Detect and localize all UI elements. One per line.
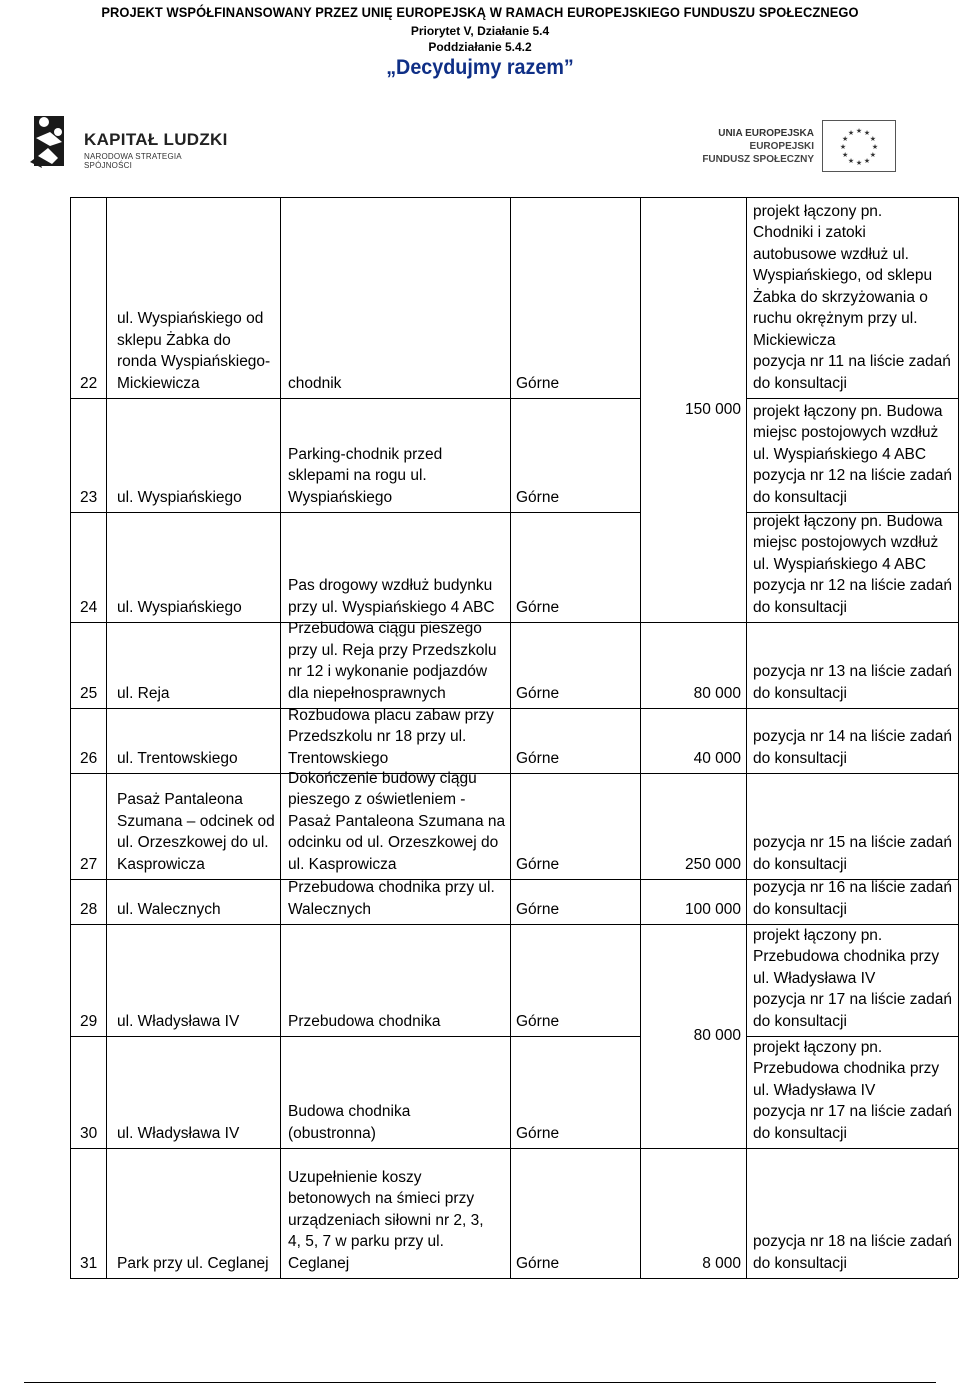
- description-cell: Uzupełnienie koszy betonowych na śmieci przy urządzeniach siłowni nr 2, 3, 4, 5, 7 w parku przy ul. Ceglanej: [288, 1168, 484, 1272]
- street-cell: ul. Władysława IV: [117, 1124, 240, 1142]
- row-number: 25: [80, 684, 98, 702]
- area-cell: Górne: [516, 684, 560, 702]
- star-icon: ★: [847, 130, 855, 138]
- row-number: 31: [80, 1254, 98, 1272]
- star-icon: ★: [841, 152, 849, 159]
- grid-line: [106, 197, 107, 1278]
- star-icon: ★: [841, 136, 849, 143]
- star-icon: ★: [871, 144, 879, 151]
- note-cell: pozycja nr 15 na liście zadań do konsultacji: [753, 834, 953, 873]
- description-cell: Dokończenie budowy ciągu pieszego z oświetleniem - Pasaż Pantaleona Szumana na odcinku od ul. Orzeszkowej do ul. Kasprowicza: [288, 769, 506, 873]
- grid-line: [70, 197, 958, 198]
- street-cell: ul. Wyspiańskiego od sklepu Żabka do ronda Wyspiańskiego- Mickiewicza: [117, 310, 271, 392]
- kapital-ludzki-figures-icon: [28, 112, 74, 172]
- program-title: „Decydujmy razem”: [386, 56, 574, 79]
- note-cell: pozycja nr 14 na liście zadań do konsultacji: [753, 728, 953, 767]
- description-cell: Rozbudowa placu zabaw przy Przedszkolu nr 18 przy ul. Trentowskiego: [288, 706, 494, 767]
- description-cell: Przebudowa chodnika przy ul. Walecznych: [288, 879, 495, 918]
- project-header-line: PROJEKT WSPÓŁFINANSOWANY PRZEZ UNIĘ EUROPEJSKĄ W RAMACH EUROPEJSKIEGO FUNDUSZU SPOŁECZNEGO: [101, 4, 859, 20]
- street-cell: ul. Władysława IV: [117, 1012, 240, 1030]
- grid-line: [70, 197, 71, 1278]
- description-cell: Przebudowa chodnika: [288, 1012, 441, 1030]
- grid-line: [640, 197, 641, 1278]
- description-cell: Parking-chodnik przed sklepami na rogu ul. Wyspiańskiego: [288, 445, 443, 506]
- row-number: 26: [80, 749, 98, 767]
- row-number: 22: [80, 374, 98, 392]
- grid-line: [70, 512, 640, 513]
- row-number: 28: [80, 900, 98, 918]
- area-cell: Górne: [516, 1124, 560, 1142]
- grid-line: [70, 708, 958, 709]
- logo-right-line1: UNIA EUROPEJSKA: [718, 128, 814, 139]
- star-icon: ★: [869, 152, 877, 159]
- grid-line: [70, 398, 640, 399]
- amount-cell: 100 000: [684, 900, 741, 918]
- street-cell: ul. Wyspiańskiego: [117, 488, 242, 506]
- priority-line: Priorytet V, Działanie 5.4: [410, 24, 550, 38]
- eu-stars-flag-icon: [822, 120, 896, 172]
- note-cell: projekt łączony pn. Chodniki i zatoki autobusowe wzdłuż ul. Wyspiańskiego, od sklepu Żabka do skrzyżowania o ruchu okrężnym przy ul. Mickiewicza pozycja nr 11 na liście zadań do konsultacji: [753, 202, 951, 392]
- merged-amount-cell: 80 000: [693, 1027, 741, 1044]
- street-cell: ul. Wyspiańskiego: [117, 598, 242, 616]
- amount-cell: 40 000: [693, 749, 741, 767]
- merged-amount-cell: 150 000: [684, 400, 741, 418]
- note-cell: pozycja nr 18 na liście zadań do konsultacji: [753, 1233, 953, 1272]
- street-cell: Park przy ul. Ceglanej: [117, 1254, 269, 1272]
- grid-line: [746, 398, 958, 399]
- row-number: 29: [80, 1012, 98, 1030]
- logo-left-title: KAPITAŁ LUDZKI: [84, 130, 228, 149]
- grid-line: [70, 1278, 958, 1279]
- area-cell: Górne: [516, 1012, 560, 1030]
- area-cell: Górne: [516, 749, 560, 767]
- star-icon: ★: [863, 157, 871, 165]
- grid-line: [280, 197, 281, 1278]
- row-number: 27: [80, 855, 98, 873]
- logo-left-subtitle: NARODOWA STRATEGIA SPÓJNOŚCI: [84, 152, 182, 170]
- star-icon: ★: [855, 160, 863, 167]
- logo-right-line2: EUROPEJSKI: [749, 141, 814, 152]
- amount-cell: 250 000: [684, 855, 741, 873]
- row-number: 30: [80, 1124, 98, 1142]
- area-cell: Górne: [516, 1254, 560, 1272]
- grid-line: [510, 197, 511, 1278]
- description-cell: Przebudowa ciągu pieszego przy ul. Reja przy Przedszkolu nr 12 i wykonanie podjazdów dla niepełnosprawnych: [288, 620, 497, 702]
- grid-line: [958, 197, 959, 1278]
- area-cell: Górne: [516, 598, 560, 616]
- grid-line: [70, 1148, 958, 1149]
- amount-cell: 8 000: [702, 1254, 741, 1272]
- note-cell: pozycja nr 13 na liście zadań do konsultacji: [753, 663, 953, 702]
- grid-line: [70, 1036, 640, 1037]
- area-cell: Górne: [516, 488, 560, 506]
- star-icon: ★: [863, 130, 871, 138]
- star-icon: ★: [839, 144, 847, 151]
- star-icon: ★: [847, 157, 855, 165]
- area-cell: Górne: [516, 900, 560, 918]
- street-cell: Pasaż Pantaleona Szumana – odcinek od ul. Orzeszkowej do ul. Kasprowicza: [117, 791, 275, 873]
- area-cell: Górne: [516, 855, 560, 873]
- star-icon: ★: [869, 136, 877, 143]
- eu-logo: [702, 120, 896, 176]
- area-cell: Górne: [516, 374, 560, 392]
- kapital-ludzki-logo: [28, 112, 228, 172]
- star-icon: ★: [855, 128, 863, 135]
- grid-line: [70, 622, 958, 623]
- row-number: 23: [80, 488, 98, 506]
- logo-right-line3: FUNDUSZ SPOŁECZNY: [702, 154, 814, 165]
- note-cell: pozycja nr 16 na liście zadań do konsultacji: [753, 879, 953, 918]
- street-cell: ul. Walecznych: [117, 900, 221, 918]
- street-cell: ul. Reja: [117, 684, 170, 702]
- street-cell: ul. Trentowskiego: [117, 749, 238, 767]
- note-cell: projekt łączony pn. Przebudowa chodnika przy ul. Władysława IV pozycja nr 17 na liście zadań do konsultacji: [753, 1038, 953, 1142]
- row-number: 24: [80, 598, 98, 616]
- bottom-rule: [24, 1382, 936, 1383]
- description-cell: Pas drogowy wzdłuż budynku przy ul. Wyspiańskiego 4 ABC: [288, 577, 495, 616]
- grid-line: [70, 773, 958, 774]
- grid-line: [746, 197, 747, 1278]
- description-cell: chodnik: [288, 374, 342, 392]
- subaction-line: Poddziałanie 5.4.2: [428, 40, 532, 54]
- note-cell: projekt łączony pn. Budowa miejsc postojowych wzdłuż ul. Wyspiańskiego 4 ABC pozycja nr 12 na liście zadań do konsultacji: [753, 402, 953, 506]
- amount-cell: 80 000: [693, 684, 741, 702]
- note-cell: projekt łączony pn. Budowa miejsc postojowych wzdłuż ul. Wyspiańskiego 4 ABC pozycja nr 12 na liście zadań do konsultacji: [753, 512, 953, 616]
- description-cell: Budowa chodnika (obustronna): [288, 1103, 411, 1142]
- note-cell: projekt łączony pn. Przebudowa chodnika przy ul. Władysława IV pozycja nr 17 na liście zadań do konsultacji: [753, 926, 953, 1030]
